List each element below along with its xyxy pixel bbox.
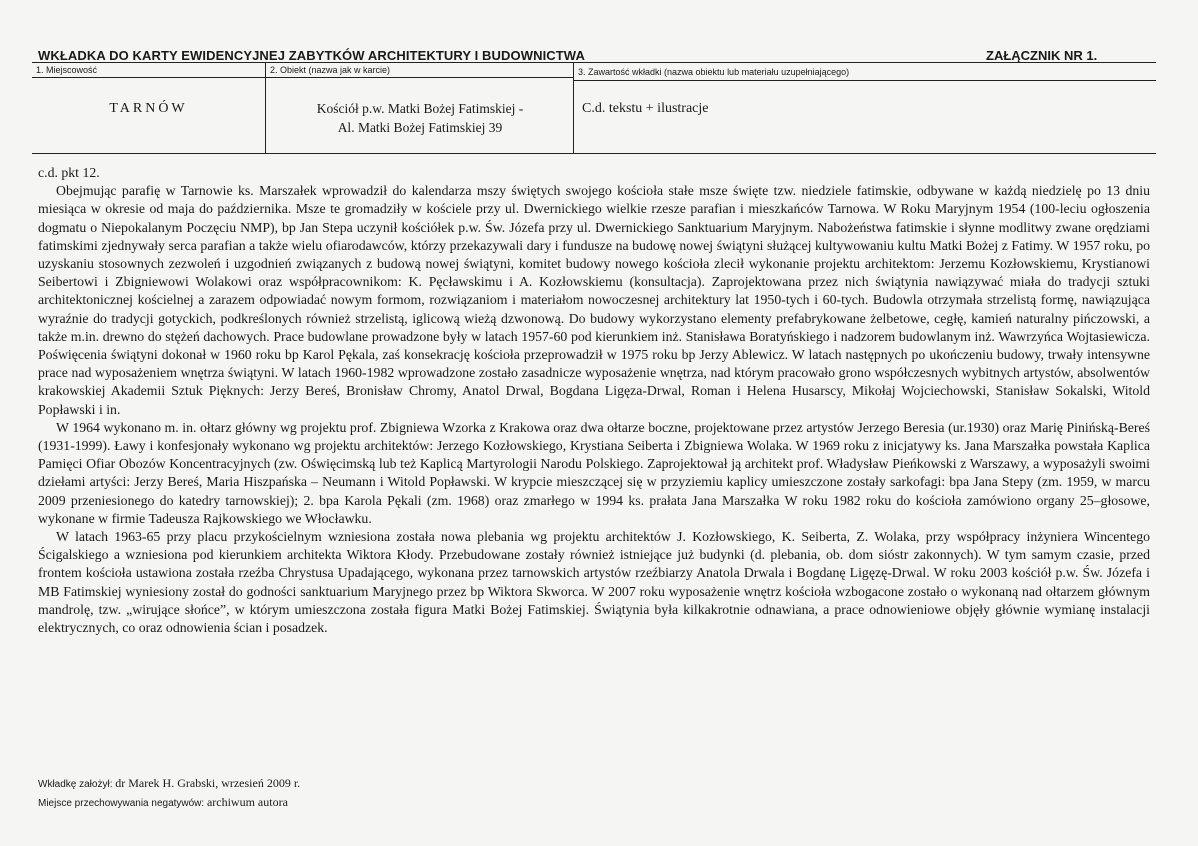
body-paragraph: W 1964 wykonano m. in. ołtarz główny wg projektu prof. Zbigniewa Wzorka z Krakowa oraz dwa ołtarze boczne, projektowane przez artystów Jerzego Beresia (ur.1930) oraz Marię Pinińską-Bereś (1931-1999). Ławy i konfesjonały wykonano wg projektu architektów: Jerzego Kozłowskiego, Krystiana Seiberta i Zbigniewa Wolaka. W 1969 roku z inicjatywy ks. Jana Marszałka powstała Kaplica Pamięci Ofiar Obozów Koncentracyjnych (zw. Oświęcimską lub też Kaplicą Martyrologii Narodu Polskiego. Zaprojektował ją architekt prof. Władysław Pieńkowski z Warszawy, a wyposażyli swoimi dziełami artyści: Jerzy Bereś, Maria Hiszpańska – Neumann i Witold Popławski. W krypcie mieszczącej się w przyziemiu kaplicy umieszczone zostały sarkofagi: bpa Jana Stepy (zm. 1959, w marcu 2009 przeniesionego do katedry tarnowskiej); 2. bpa Karola Pękali (zm. 1968) oraz zmarłego w 1994 ks. prałata Jana Marszałka W roku 1982 roku do kościoła zamówiono organy 25–głosowe, wykonane w firmie Tadeusza Rajkowskiego we Włocławku. [38,419,1150,526]
body-paragraph: Obejmując parafię w Tarnowie ks. Marszałek wprowadził do kalendarza mszy świętych swojego kościoła stałe msze święte tzw. niedziele fatimskie, odbywane w każdą niedzielę po 13 dniu miesiąca w okresie od maja do października. Msze te gromadziły w kościele przy ul. Dwernickiego wielkie rzesze parafian i mieszkańców Tarnowa. W Roku Maryjnym 1954 (100-leciu ogłoszenia dogmatu o Niepokalanym Poczęciu NMP), bp Jan Stepa uczynił kościółek p.w. Św. Józefa przy ul. Dwernickiego Sanktuarium Maryjnym. Nabożeństwa fatimskie i słynne modlitwy zwane orędziami fatimskimi zjednywały serca parafian a także wielu ofiarodawców, którzy przekazywali dary i fundusze na budowę nowej świątyni służącej kultywowaniu kultu Matki Bożej z Fatimy. W 1957 roku, po uzyskaniu stosownych zezwoleń i uzgodnień związanych z budową nowej świątyni, komitet budowy nowego kościoła zlecił wykonanie projektu architektom: Jerzemu Kozłowskiemu, Krystianowi Seibertowi i Zbigniewowi Wolakowi oraz współpracownikom: K. Pęcławskimu i A. Kozłowskiemu (konsultacja). Zaprojektowana przez nich świątynia nawiązywać miała do tradycji sztuki architektonicznej kościelnej a zarazem odpowiadać nowym formom, rozwiązaniom i materiałom nowoczesnej architektury lat 1950-tych i 60-tych. Budowla otrzymała strzelistą formę, nawiązująca wyraźnie do tradycji gotyckich, podkreślonych również strzelistą, iglicową wieżą dzwonową. Do budowy wykorzystano elementy prefabrykowane żelbetowe, cegłę, kamień naturalny pińczowski, a także m.in. drewno do stężeń dachowych. Prace budowlane prowadzone były w latach 1957-60 pod kierunkiem inż. Stanisława Boratyńskiego i nadzorem budowlanym inż. Wawrzyńca Wojtasiewicza. Poświęcenia świątyni dokonał w 1960 roku bp Karol Pękala, zaś konsekrację kościoła przeprowadził w 1975 roku bp Jerzy Ablewicz. W latach następnych po ukończeniu budowy, trwały intensywne prace nad wyposażeniem wnętrza świątyni. W latach 1960-1982 wprowadzone zostało zasadnicze wyposażenie wnętrza, nad którym pracowało grono współczesnych wybitnych artystów, absolwentów krakowskiej Akademii Sztuk Pięknych: Jerzy Bereś, Bronisław Chromy, Anatol Drwal, Bogdana Ligęza-Drwal, Roman i Helena Husarscy, Mikołaj Wojciechowski, Stanisław Sokalski, Witold Popławski i in. [38,183,1150,417]
storage-label: Miejsce przechowywania negatywów: [38,798,205,809]
author-value: dr Marek H. Grabski, wrzesień 2009 r. [115,776,301,790]
object-column [265,63,574,153]
locality-column [32,63,265,153]
document-body [38,164,1150,637]
locality-value: TARNÓW [109,101,188,116]
author-line [38,776,300,791]
object-label: 2. Obiekt (nazwa jak w karcie) [270,65,391,75]
document-title: WKŁADKA DO KARTY EWIDENCYJNEJ ZABYTKÓW ARCHITEKTURY I BUDOWNICTWA [38,48,585,63]
content-column [573,63,1156,153]
header-table [32,62,1156,154]
annex-number: ZAŁĄCZNIK NR 1. [986,48,1098,63]
object-value-line1: Kościół p.w. Matki Bożej Fatimskiej - [316,101,524,116]
content-label: 3. Zawartość wkładki (nazwa obiektu lub materiału uzupełniającego) [578,67,850,77]
locality-label: 1. Miejscowość [36,65,98,75]
content-value: C.d. tekstu + ilustracje [582,101,709,116]
object-value-line2: Al. Matki Bożej Fatimskiej 39 [337,120,503,135]
storage-value: archiwum autora [206,795,288,809]
body-paragraph: W latach 1963-65 przy placu przykościelnym wzniesiona została nowa plebania wg projektu architektów J. Kozłowskiego, K. Seiberta, Z. Wolaka, przy współpracy inżyniera Wincentego Ścigalskiego a wzniesiona pod kierunkiem architekta Wiktora Kłody. Przebudowane zostały również istniejące już budynki (d. plebania, ob. dom sióstr zakonnych). W tym samym czasie, przed frontem kościoła ustawiona została rzeźba Chrystusa Upadającego, wykonana przez tarnowskich artystów rzeźbiarzy Anatola Drwala i Bogdanę Ligęzę-Drwal. W roku 2003 kościół p.w. Św. Józefa i MB Fatimskiej wyniesiony został do godności sanktuarium Maryjnego przez bp Wiktora Skworca. W 2007 roku wyposażenie wnętrz kościoła wzbogacone zostało o wykonaną nad ołtarzem głównym mandrolę, tzw. „wirujące słońce”, w którym umieszczona została figura Matki Bożej Fatimskiej. Świątynia była kilkakrotnie odnawiana, a prace odnowieniowe objęły głównie wymianę instalacji elektrycznych, co oraz odnowienia ścian i posadzek. [38,529,1150,636]
storage-line [38,795,288,810]
continuation-note: c.d. pkt 12. [38,165,100,180]
author-label: Wkładkę założył: [38,779,113,790]
